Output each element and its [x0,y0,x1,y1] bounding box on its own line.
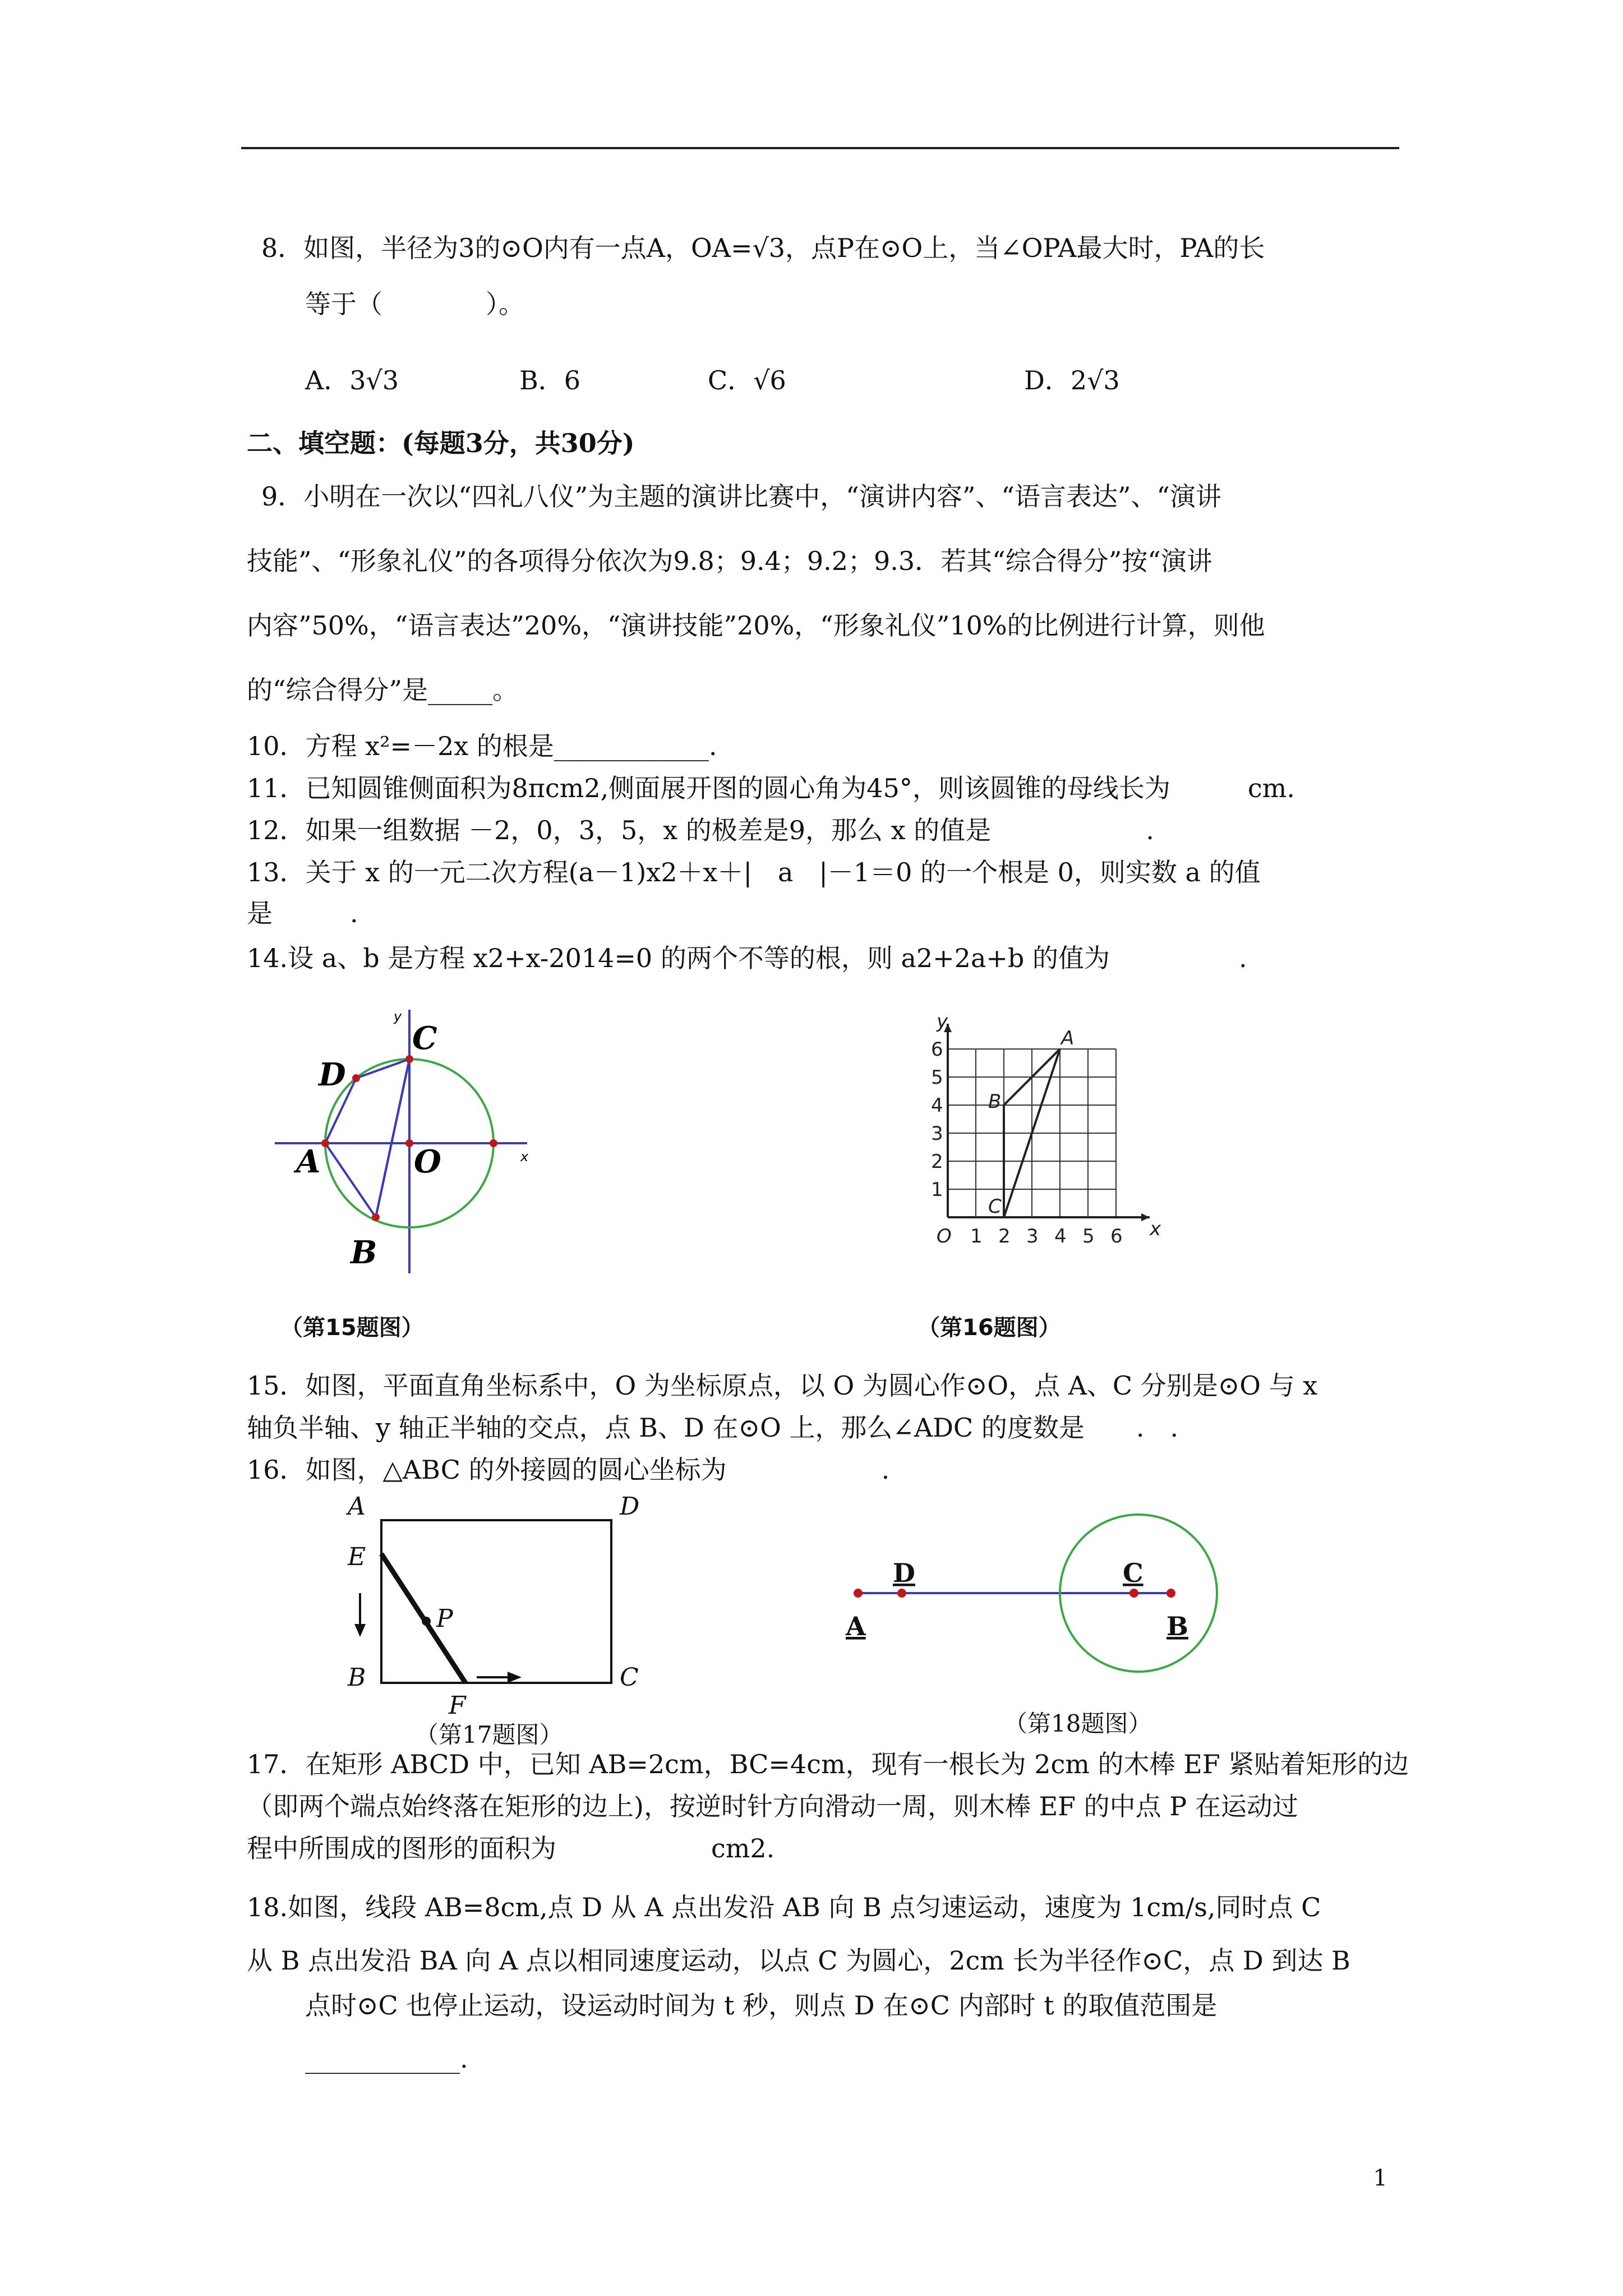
q8-line2: 等于（ ）。 [305,289,524,319]
q14: 14.设 a、b 是方程 x2+x-2014=0 的两个不等的根，则 a2+2a+b 的值为 . [247,943,1247,973]
fig16-tick-x0: O [937,1225,952,1248]
fig17-label-b: B [348,1663,366,1692]
figure-16 [920,1015,1189,1268]
fig16-tick-x4: 4 [1054,1225,1067,1248]
q18-line1: 18.如图，线段 AB=8cm,点 D 从 A 点出发沿 AB 向 B 点匀速运动，速度为 1cm/s,同时点 C [247,1892,1321,1922]
q15-line1: 15．如图，平面直角坐标系中，O 为坐标原点，以 O 为圆心作⊙O，点 A、C 分别是⊙O 与 x [247,1370,1318,1401]
q8-option-a: A．3√3 [305,365,399,395]
fig16-tick-y4: 4 [931,1094,943,1117]
fig15-point-o [405,1139,413,1147]
fig17-label-a: A [348,1492,366,1521]
figure-17 [336,1487,651,1722]
fig16-tick-y6: 6 [931,1038,943,1061]
page-number: 1 [1373,2165,1387,2191]
q13-line2: 是 . [247,898,358,928]
q13-line1: 13．关于 x 的一元二次方程(a－1)x2＋x＋| a |－1＝0 的一个根是 0，则实数 a 的值 [247,857,1261,887]
header-rule [241,147,1399,149]
fig15-point-a [321,1139,329,1147]
q9-line2: 技能”、“形象礼仪”的各项得分依次为9.8；9.4；9.2；9.3．若其“综合得分”按“演讲 [247,546,1212,576]
q8-option-b: B．6 [519,365,581,395]
fig15-caption: （第15题图） [280,1315,424,1341]
q18-line2: 从 B 点出发沿 BA 向 A 点以相同速度运动，以点 C 为圆心，2cm 长为半径作⊙C，点 D 到达 B [247,1945,1350,1976]
fig15-point-b [372,1213,380,1221]
fig16-tick-y3: 3 [931,1122,943,1145]
fig18-point-d [897,1589,906,1598]
fig15-label-d: D [319,1056,346,1093]
fig18-label-c: C [1123,1558,1144,1588]
q8-option-d: D．2√3 [1024,365,1120,395]
q17-line2: （即两个端点始终落在矩形的边上)，按逆时针方向滑动一周，则木棒 EF 的中点 P 在运动过 [247,1791,1298,1821]
q16: 16．如图，△ABC 的外接圆的圆心坐标为 . [247,1455,890,1485]
fig17-label-c: C [620,1663,639,1692]
fig17-arrow-down-head [354,1624,366,1637]
fig17-label-f: F [449,1691,466,1720]
figure-18 [836,1509,1239,1694]
q11: 11．已知圆锥侧面积为8πcm2,侧面展开图的圆心角为45°，则该圆锥的母线长为 cm. [247,773,1295,803]
fig18-point-a [854,1589,863,1598]
fig17-rectangle [381,1520,611,1683]
q9-line3: 内容”50%，“语言表达”20%，“演讲技能”20%，“形象礼仪”10%的比例进行计算，则他 [247,610,1265,641]
q18-line3: 点时⊙C 也停止运动，设运动时间为 t 秒，则点 D 在⊙C 内部时 t 的取值范围是 [305,1990,1218,2021]
q17-line3: 程中所围成的图形的面积为 cm2. [247,1833,775,1864]
fig16-tick-x1: 1 [970,1225,983,1248]
fig17-label-e: E [348,1543,366,1571]
q9-line4: 的“综合得分”是_____。 [247,675,519,705]
q12: 12．如果一组数据 －2，0，3，5，x 的极差是9，那么 x 的值是 . [247,815,1154,845]
fig16-tick-y5: 5 [931,1066,943,1089]
fig15-label-o: O [414,1143,441,1180]
fig15-point-d [352,1074,360,1082]
fig17-label-p: P [436,1604,453,1633]
fig16-x-arrow [1141,1213,1150,1221]
fig15-label-a: A [296,1143,321,1180]
q17-line1: 17．在矩形 ABCD 中，已知 AB=2cm，BC=4cm，现有一根长为 2cm 的木棒 EF 紧贴着矩形的边 [247,1749,1409,1779]
fig16-tick-x5: 5 [1082,1225,1095,1248]
fig16-tick-x2: 2 [998,1225,1011,1248]
fig16-tick-y2: 2 [931,1151,943,1173]
fig17-point-p [422,1617,431,1626]
q8-option-c: C．√6 [708,365,786,395]
fig18-label-b: B [1166,1611,1188,1641]
q8-line1: 8．如图，半径为3的⊙O内有一点A，OA=√3，点P在⊙O上，当∠OPA最大时，PA的长 [261,233,1265,263]
fig15-label-x: x [520,1149,529,1165]
q15-line2: 轴负半轴、y 轴正半轴的交点，点 B、D 在⊙O 上，那么∠ADC 的度数是 . . [247,1412,1179,1443]
fig18-label-d: D [893,1558,915,1588]
q18-line4: ____________. [305,2044,468,2074]
fig16-caption: （第16题图） [917,1315,1061,1341]
fig16-tick-x6: 6 [1110,1225,1123,1248]
fig15-label-y: y [394,1009,402,1024]
fig16-label-c: C [988,1195,1002,1218]
fig15-label-b: B [351,1234,377,1271]
fig17-label-d: D [620,1492,640,1521]
fig18-caption: （第18题图） [1004,1710,1152,1737]
fig17-caption: （第17题图） [415,1721,563,1749]
fig16-x-label: x [1150,1218,1161,1240]
figure-15 [269,1004,561,1279]
fig16-label-b: B [988,1091,1002,1113]
q10: 10．方程 x²=－2x 的根是____________. [247,731,717,761]
fig17-arrow-right-head [508,1672,522,1683]
fig16-y-label: y [937,1015,948,1033]
fig16-tick-x3: 3 [1026,1225,1039,1248]
fig16-tick-y1: 1 [931,1179,943,1201]
fig15-label-c: C [412,1020,437,1057]
section-heading: 二、填空题：(每题3分，共30分) [247,428,635,458]
fig18-point-b [1166,1589,1175,1598]
fig15-point-x [490,1139,497,1147]
fig18-label-a: A [846,1611,866,1641]
fig15-segment-cb [376,1059,409,1217]
fig16-label-a: A [1061,1027,1075,1050]
fig18-point-c [1129,1589,1138,1598]
q9-line1: 9．小明在一次以“四礼八仪”为主题的演讲比赛中，“演讲内容”、“语言表达”、“演讲 [261,481,1221,512]
